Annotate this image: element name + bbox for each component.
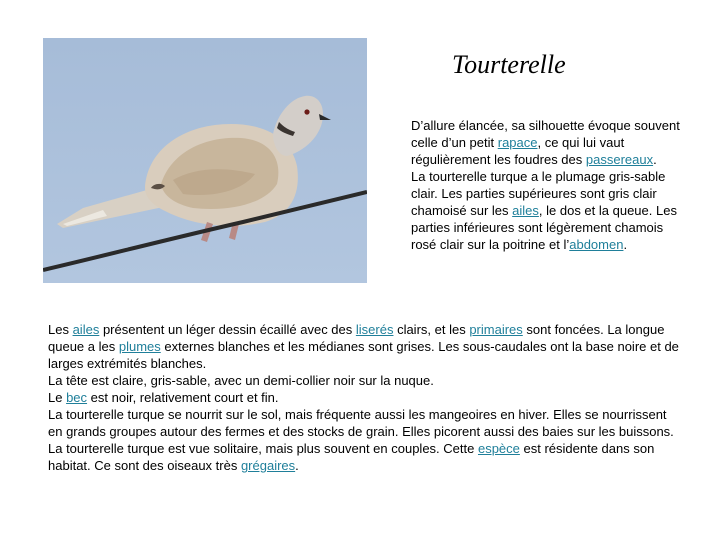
text-run: Les — [48, 322, 73, 337]
bird-photo — [43, 38, 367, 283]
link-abdomen[interactable]: abdomen — [569, 237, 624, 252]
page-title: Tourterelle — [452, 50, 566, 79]
text-run: D’allure élancée, sa silhouette évoque souvent celle d’un petit — [411, 118, 680, 150]
description-text — [48, 321, 680, 474]
text-run: La tête est claire, gris-sable, avec un demi-collier noir sur la nuque. — [48, 373, 434, 388]
text-run: La tourterelle turque a le plumage gris-sable clair. Les parties supérieures sont gris clair chamoisé sur les — [411, 169, 666, 218]
text-run: est résidente dans son habitat. Ce sont des oiseaux très — [48, 441, 655, 473]
link-passereaux[interactable]: passereaux — [585, 152, 654, 167]
text-run: sont foncées. La longue queue a les — [48, 322, 665, 354]
text-run: Le — [48, 390, 67, 405]
link-primaires[interactable]: primaires — [469, 322, 523, 337]
paragraph — [411, 168, 683, 253]
text-run: externes blanches et les médianes sont grises. Les sous-caudales ont la base noire et de larges extrémités blanches. — [48, 339, 679, 371]
link-grégaires[interactable]: grégaires — [240, 458, 296, 473]
link-ailes[interactable]: ailes — [72, 322, 100, 337]
link-espèce[interactable]: espèce — [477, 441, 520, 456]
text-run: La tourterelle turque est vue solitaire, mais plus souvent en couples. Cette — [48, 441, 478, 456]
intro-text — [411, 117, 683, 253]
text-run: clairs, et les — [393, 322, 470, 337]
paragraph — [48, 389, 680, 406]
link-bec[interactable]: bec — [66, 390, 88, 405]
link-liserés[interactable]: liserés — [355, 322, 394, 337]
text-run: . — [295, 458, 299, 473]
text-run: présentent un léger dessin écaillé avec des — [99, 322, 356, 337]
text-run: , le dos et la queue. Les parties inférieures sont légèrement chamois rosé clair sur la poitrine et l’ — [411, 203, 677, 252]
paragraph — [48, 406, 680, 440]
text-run: . — [653, 152, 657, 167]
paragraph — [48, 440, 680, 474]
link-ailes[interactable]: ailes — [512, 203, 539, 218]
paragraph — [48, 372, 680, 389]
paragraph — [411, 117, 683, 168]
link-rapace[interactable]: rapace — [497, 135, 538, 150]
link-plumes[interactable]: plumes — [118, 339, 161, 354]
text-run: La tourterelle turque se nourrit sur le sol, mais fréquente aussi les mangeoires en hiver. Elles se nourrissent en grands groupes autour des fermes et des stocks de grain. Elles picorent aussi des baies sur les buissons. — [48, 407, 674, 439]
text-run: . — [623, 237, 628, 252]
paragraph — [48, 321, 680, 372]
text-run: , ce qui lui vaut régulièrement les foudres des — [411, 135, 625, 167]
text-run: est noir, relativement court et fin. — [87, 390, 279, 405]
